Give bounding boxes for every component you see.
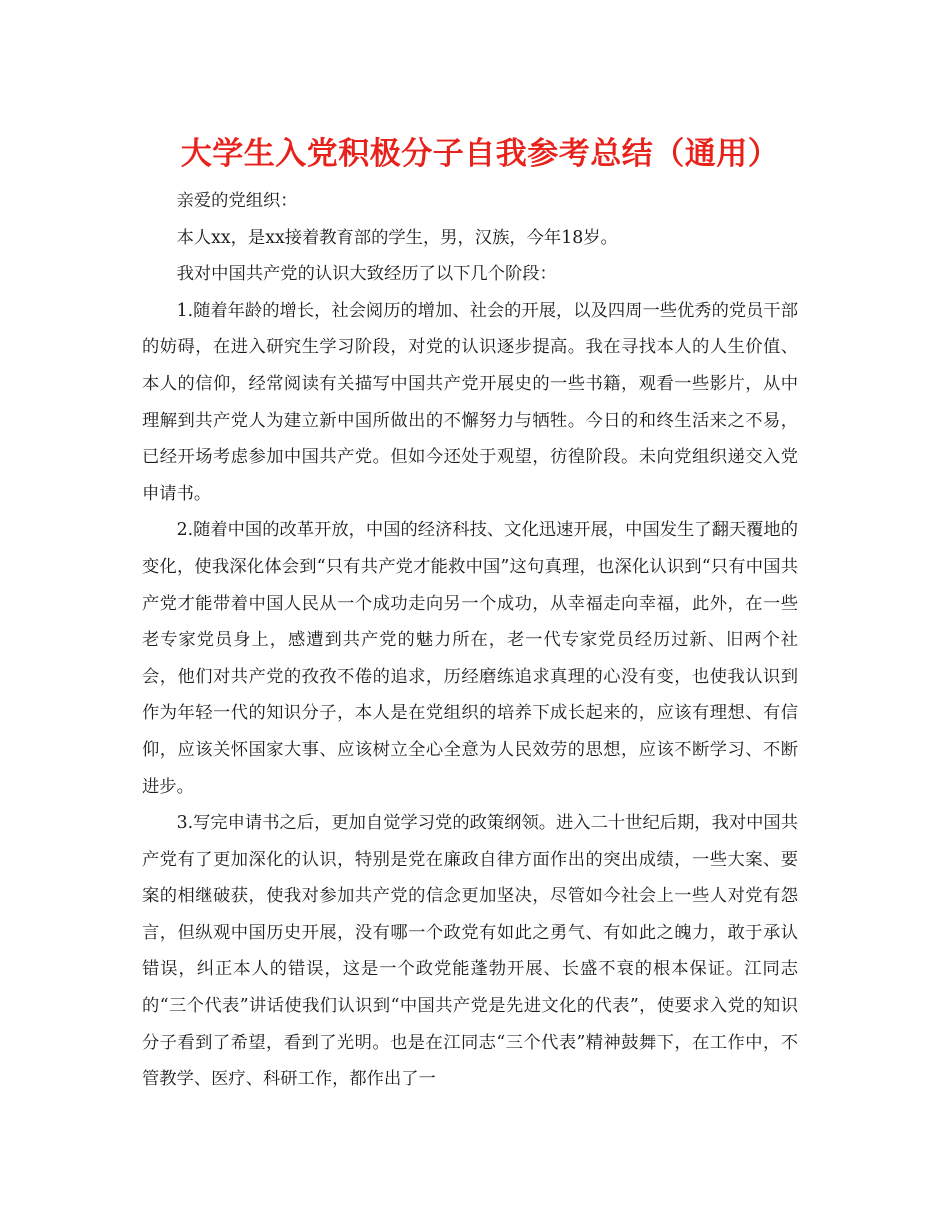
paragraph-stage-1: 1.随着年龄的增长，社会阅历的增加、社会的开展，以及四周一些优秀的党员干部的妨碍，在进入研究生学习阶段，对党的认识逐步提高。我在寻找本人的人生价值、本人的信仰，经常阅读有关描写中国共产党开展史的一些书籍，观看一些影片，从中理解到共产党人为建立新中国所做出的不懈努力与牺牲。今日的和终生活来之不易，已经开场考虑参加中国共产党。但如今还处于观望，彷徨阶段。未向党组织递交入党申请书。 xyxy=(142,300,798,504)
paragraph-intro: 本人xx，是xx接着教育部的学生，男，汉族，今年18岁。 xyxy=(176,227,618,248)
document-body xyxy=(142,183,798,1098)
paragraph-stage-3: 3.写完申请书之后，更加自觉学习党的政策纲领。进入二十世纪后期，我对中国共产党有了更加深化的认识，特别是党在廉政自律方面作出的突出成绩，一些大案、要案的相继破获，使我对参加共产党的信念更加坚决，尽管如今社会上一些人对党有怨言，但纵观中国历史开展，没有哪一个政党有如此之勇气、有如此之魄力，敢于承认错误，纠正本人的错误，这是一个政党能蓬勃开展、长盛不衰的根本保证。江同志的“三个代表”讲话使我们认识到“中国共产党是先进文化的代表”，使要求入党的知识分子看到了希望，看到了光明。也是在江同志“三个代表”精神鼓舞下，在工作中，不管教学、医疗、科研工作，都作出了一 xyxy=(142,813,798,1090)
paragraph-stage-2: 2.随着中国的改革开放，中国的经济科技、文化迅速开展，中国发生了翻天覆地的变化，使我深化体会到“只有共产党才能救中国”这句真理，也深化认识到“只有中国共产党才能带着中国人民从一个成功走向另一个成功，从幸福走向幸福，此外，在一些老专家党员身上，感遭到共产党的魅力所在，老一代专家党员经历过新、旧两个社会，他们对共产党的孜孜不倦的追求，历经磨练追求真理的心没有变，也使我认识到作为年轻一代的知识分子，本人是在党组织的培养下成长起来的，应该有理想、有信仰，应该关怀国家大事、应该树立全心全意为人民效劳的思想，应该不断学习、不断进步。 xyxy=(142,520,798,797)
salutation: 亲爱的党组织： xyxy=(176,191,298,211)
document-title: 大学生入党积极分子自我参考总结（通用） xyxy=(180,136,780,172)
paragraph-stages: 我对中国共产党的认识大致经历了以下几个阶段： xyxy=(176,264,557,285)
